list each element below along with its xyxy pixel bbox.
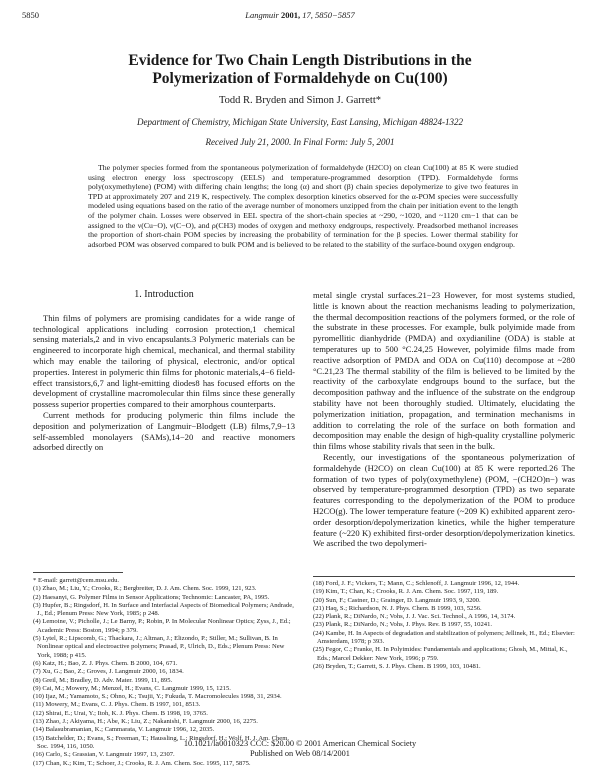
footnote: (8) Greil, M.; Bradley, D. Adv. Mater. 1999, 11, 895. bbox=[33, 676, 173, 684]
footnote: (11) Mowery, M.; Evans, C. J. Phys. Chem. B 1997, 101, 8513. bbox=[33, 701, 201, 709]
doi-line: 10.1021/la0010323 CCC: $20.00 © 2001 American Chemical Society bbox=[183, 739, 417, 748]
title-line-1: Evidence for Two Chain Length Distributions in the bbox=[128, 52, 472, 69]
footnotes-right bbox=[313, 580, 575, 671]
footnote: (2) Haesanyi, G. Polymer Films in Sensor Applications; Technomic: Lancaster, PA, 1995. bbox=[33, 593, 270, 601]
published-line: Published on Web 08/14/2001 bbox=[250, 749, 350, 759]
footnote: (17) Chan, K.; Kim, T.; Schoer, J.; Crooks, R. J. Am. Chem. Soc. 1995, 117, 5875. bbox=[33, 759, 251, 767]
authors: Todd R. Bryden and Simon J. Garrett* bbox=[219, 95, 381, 106]
section-heading: 1. Introduction bbox=[134, 289, 194, 300]
footnote: (12) Shirai, E.; Urai, Y.; Itoh, K. J. Phys. Chem. B 1998, 19, 3765. bbox=[33, 709, 208, 717]
footnote: (20) Sun, F.; Castner, D.; Grainger, D. Langmuir 1993, 9, 3200. bbox=[313, 596, 481, 604]
intro-paragraph-3: metal single crystal surfaces.21−23 However, for most systems studied, little is known about the reaction mechanisms leading to polymerization, the thermal decomposition reactions of the polymers formed, or the role of the substrate in these processes. For example, bulk polyimide made from pyromellitic dianhydride (PMDA) and oxydianiline (ODA) is stable at temperatures up to 500 °C.24,25 However, polyimide films made from reactive adsorption of PMDA and ODA on Cu(110) decompose at ~280 °C.21,23 The thermal stability of the film is believed to be limited by the reactivity of the carboxylate endgroups bound to the surface, but the decomposition pathway and the influence of the substrate on the endgroup stability have not been thoroughly studied. Ultimately, elucidating the polymerization initiation, propagation, and termination mechanisms in addition to correlating the role of the surface on both formation and decomposition may enable the design of high-quality crystalline polymeric thin films whose stability rivals that seen in the bulk. bbox=[313, 290, 575, 452]
footnote: (19) Kim, T.; Chan, K.; Crooks, R. J. Am. Chem. Soc. 1997, 119, 189. bbox=[313, 588, 499, 596]
footnote: (26) Bryden, T.; Garrett, S. J. Phys. Chem. B 1999, 103, 10481. bbox=[313, 662, 481, 670]
footnote: (21) Haq, S.; Richardson, N. J. Phys. Chem. B 1999, 103, 5256. bbox=[313, 604, 482, 612]
footnote: (3) Hupfer, B.; Ringsdorf, H. In Surface and Interfacial Aspects of Biomedical Polymers; Andrade, J., Ed.; Plenum Press: New York, 1985; p 248. bbox=[33, 601, 294, 618]
title-line-2: Polymerization of Formaldehyde on Cu(100) bbox=[152, 70, 448, 87]
running-header bbox=[22, 10, 578, 24]
footnote: (13) Zhao, J.; Akiyama, H.; Abe, K.; Liu, Z.; Nakanishi, F. Langmuir 2000, 16, 2275. bbox=[33, 718, 258, 726]
footnote: (22) Plank, R.; DiNardo, N.; Vohs, J. J. Vac. Sci. Technol., A 1996, 14, 3174. bbox=[313, 613, 516, 621]
footnote: (7) Xu, G.; Bao, Z.; Groves, J. Langmuir 2000, 16, 1834. bbox=[33, 668, 184, 676]
page-number: 5850 bbox=[22, 10, 39, 20]
journal-year: 2001, bbox=[280, 10, 301, 20]
article-title bbox=[40, 52, 560, 88]
affiliation: Department of Chemistry, Michigan State University, East Lansing, Michigan 48824-1322 bbox=[137, 117, 463, 127]
footnote: (5) Lytel, R.; Lipscomb, G.; Thackara, J.; Altman, J.; Elizondo, P.; Stiller, M.; Sullivan, B. In Nonlinear optical and electroactive polymers; Prasad, P., Ulrich, D., Eds.; Plenum Press: New York, 1988; p 415. bbox=[33, 635, 285, 659]
received-dates: Received July 21, 2000. In Final Form: July 5, 2001 bbox=[205, 137, 395, 147]
footnote: (23) Plank, R.; DiNardo, N.; Vohs, J. Phys. Rev. B 1997, 55, 10241. bbox=[313, 621, 493, 629]
footnote: (16) Carlo, S.; Grassian, V. Langmuir 1997, 13, 2307. bbox=[33, 751, 175, 759]
intro-paragraph-1: Thin films of polymers are promising candidates for a wide range of technological applications including corrosion protection,1 chemical sensing materials,2 and in vivo encapsulants.3 Polymeric materials can be engineered to incorporate high chemical, mechanical, and thermal stability which may enable the tailoring of physical, electronic, and/or optical properties. Interest in polymeric thin films for photonic materials,4−6 field-effect transistors,6,7 and light-emitting diodes8 has focused efforts on the development of crystalline macromolecular thin films since these generally possess superior properties compared to their amorphous counterparts. bbox=[33, 312, 295, 410]
footnote-divider-right bbox=[313, 576, 575, 577]
footnote: * E-mail: garrett@cem.msu.edu. bbox=[33, 577, 120, 584]
abstract: The polymer species formed from the spontaneous polymerization of formaldehyde (H2CO) on clean Cu(100) at 85 K were studied using electron energy loss spectroscopy (EELS) and temperature-programmed desorption (TPD). Formaldehyde forms poly(oxymethylene) (POM) with differing chain lengths; the long (α) and short (β) chain species depolymerize to give two features in TPD at approximately 207 and 219 K, respectively. The complex desorption kinetics observed for the α-POM species were successfully modeled using equations based on the ratio of the average number of monomers unzipped from the chain per initiation event to the length of the polymer chain. Losses were observed in EEL spectra of the short-chain species at ~290, ~1020, and ~1120 cm−1 that can be assigned to the ν(Cu−O), ν(C−O), and ρ(CH3) modes of oxygen and methoxy endgroups, respectively. Preadsorbed methanol increases the proportion of short-chain POM species by increasing the probability of termination for the β species. Lower thermal stability for adsorbed POM was observed compared to bulk POM and is believed to be related to the stability of the surface-bound oxygen endgroup. bbox=[88, 163, 518, 249]
footnote: (25) Fegor, C.; Franke, H. In Polyimides: Fundamentals and applications; Ghosh, M., Mittal, K., Eds.; Marcel Dekker: New York, 1996; p 759. bbox=[313, 646, 568, 662]
page-footer bbox=[0, 739, 600, 759]
footnote: (24) Kambe, H. In Aspects of degradation and stabilization of polymers; Jellinek, H., Ed.; Elsevier: Amsterdam, 1978; p 393. bbox=[313, 629, 575, 646]
footnote-divider-left bbox=[33, 572, 123, 573]
intro-paragraph-4: Recently, our investigations of the spontaneous polymerization of formaldehyde (H2CO) on clean Cu(100) at 85 K were reported.26 The formation of two types of poly(oxymethylene) (POM, −(CH2O)n−) was observed by temperature-programmed desorption (TPD) as two separate features corresponding to the depolymerization of the POM to produce H2CO(g). The lower temperature feature (~209 K) exhibited apparent zero-order desorption/depolymerization kinetics, while the higher temperature feature (~220 K) exhibited first-order desorption/depolymerization kinetics. We ascribed the two depolymeri- bbox=[313, 451, 575, 549]
footnote: (10) Ijaz, M.; Yamamoto, S.; Ohno, K.; Tsujii, Y.; Fukuda, T. Macromolecules 1998, 31, 2934. bbox=[33, 693, 282, 701]
footnote: (14) Balasubramanian, K.; Cammarata, V. Langmuir 1996, 12, 2035. bbox=[33, 726, 215, 734]
journal-volume-pages: 17, 5850−5857 bbox=[302, 10, 355, 20]
footnote: (1) Zhao, M.; Liu, Y.; Crooks, R.; Bergbreiter, D. J. Am. Chem. Soc. 1999, 121, 923. bbox=[33, 585, 257, 593]
footnote: (4) Lemoine, V.; Picholle, J.; Le Barny, P.; Robin, P. In Molecular Nonlinear Optics; Zyss, J., Ed.; Academic Press: Boston, 1994; p 379. bbox=[33, 618, 291, 634]
intro-paragraph-2: Current methods for producing polymeric thin films include the deposition and polymerization of Langmuir−Blodgett (LB) films,7,9−13 self-assembled monolayers (SAMs),14−20 and reactive monomers adsorbed directly on bbox=[33, 409, 295, 453]
journal-name: Langmuir bbox=[245, 10, 279, 20]
journal-citation bbox=[22, 10, 578, 20]
right-column bbox=[313, 290, 575, 549]
footnote: (15) Batchelder, D.; Evans, S.; Freeman, T.; Haussling, L.; Ringsdorf, H.; Wolf, H. J. Am. Chem. Soc. 1994, 116, 1050. bbox=[33, 734, 289, 750]
footnote: (6) Katz, H.; Bao, Z. J. Phys. Chem. B 2000, 104, 671. bbox=[33, 659, 178, 667]
footnote: (18) Ford, J. F.; Vickers, T.; Mann, C.; Schlenoff, J. Langmuir 1996, 12, 1944. bbox=[313, 580, 520, 587]
left-column bbox=[33, 290, 295, 453]
footnote: (9) Cai, M.; Mowery, M.; Menzel, H.; Evans, C. Langmuir 1999, 15, 1215. bbox=[33, 684, 231, 692]
